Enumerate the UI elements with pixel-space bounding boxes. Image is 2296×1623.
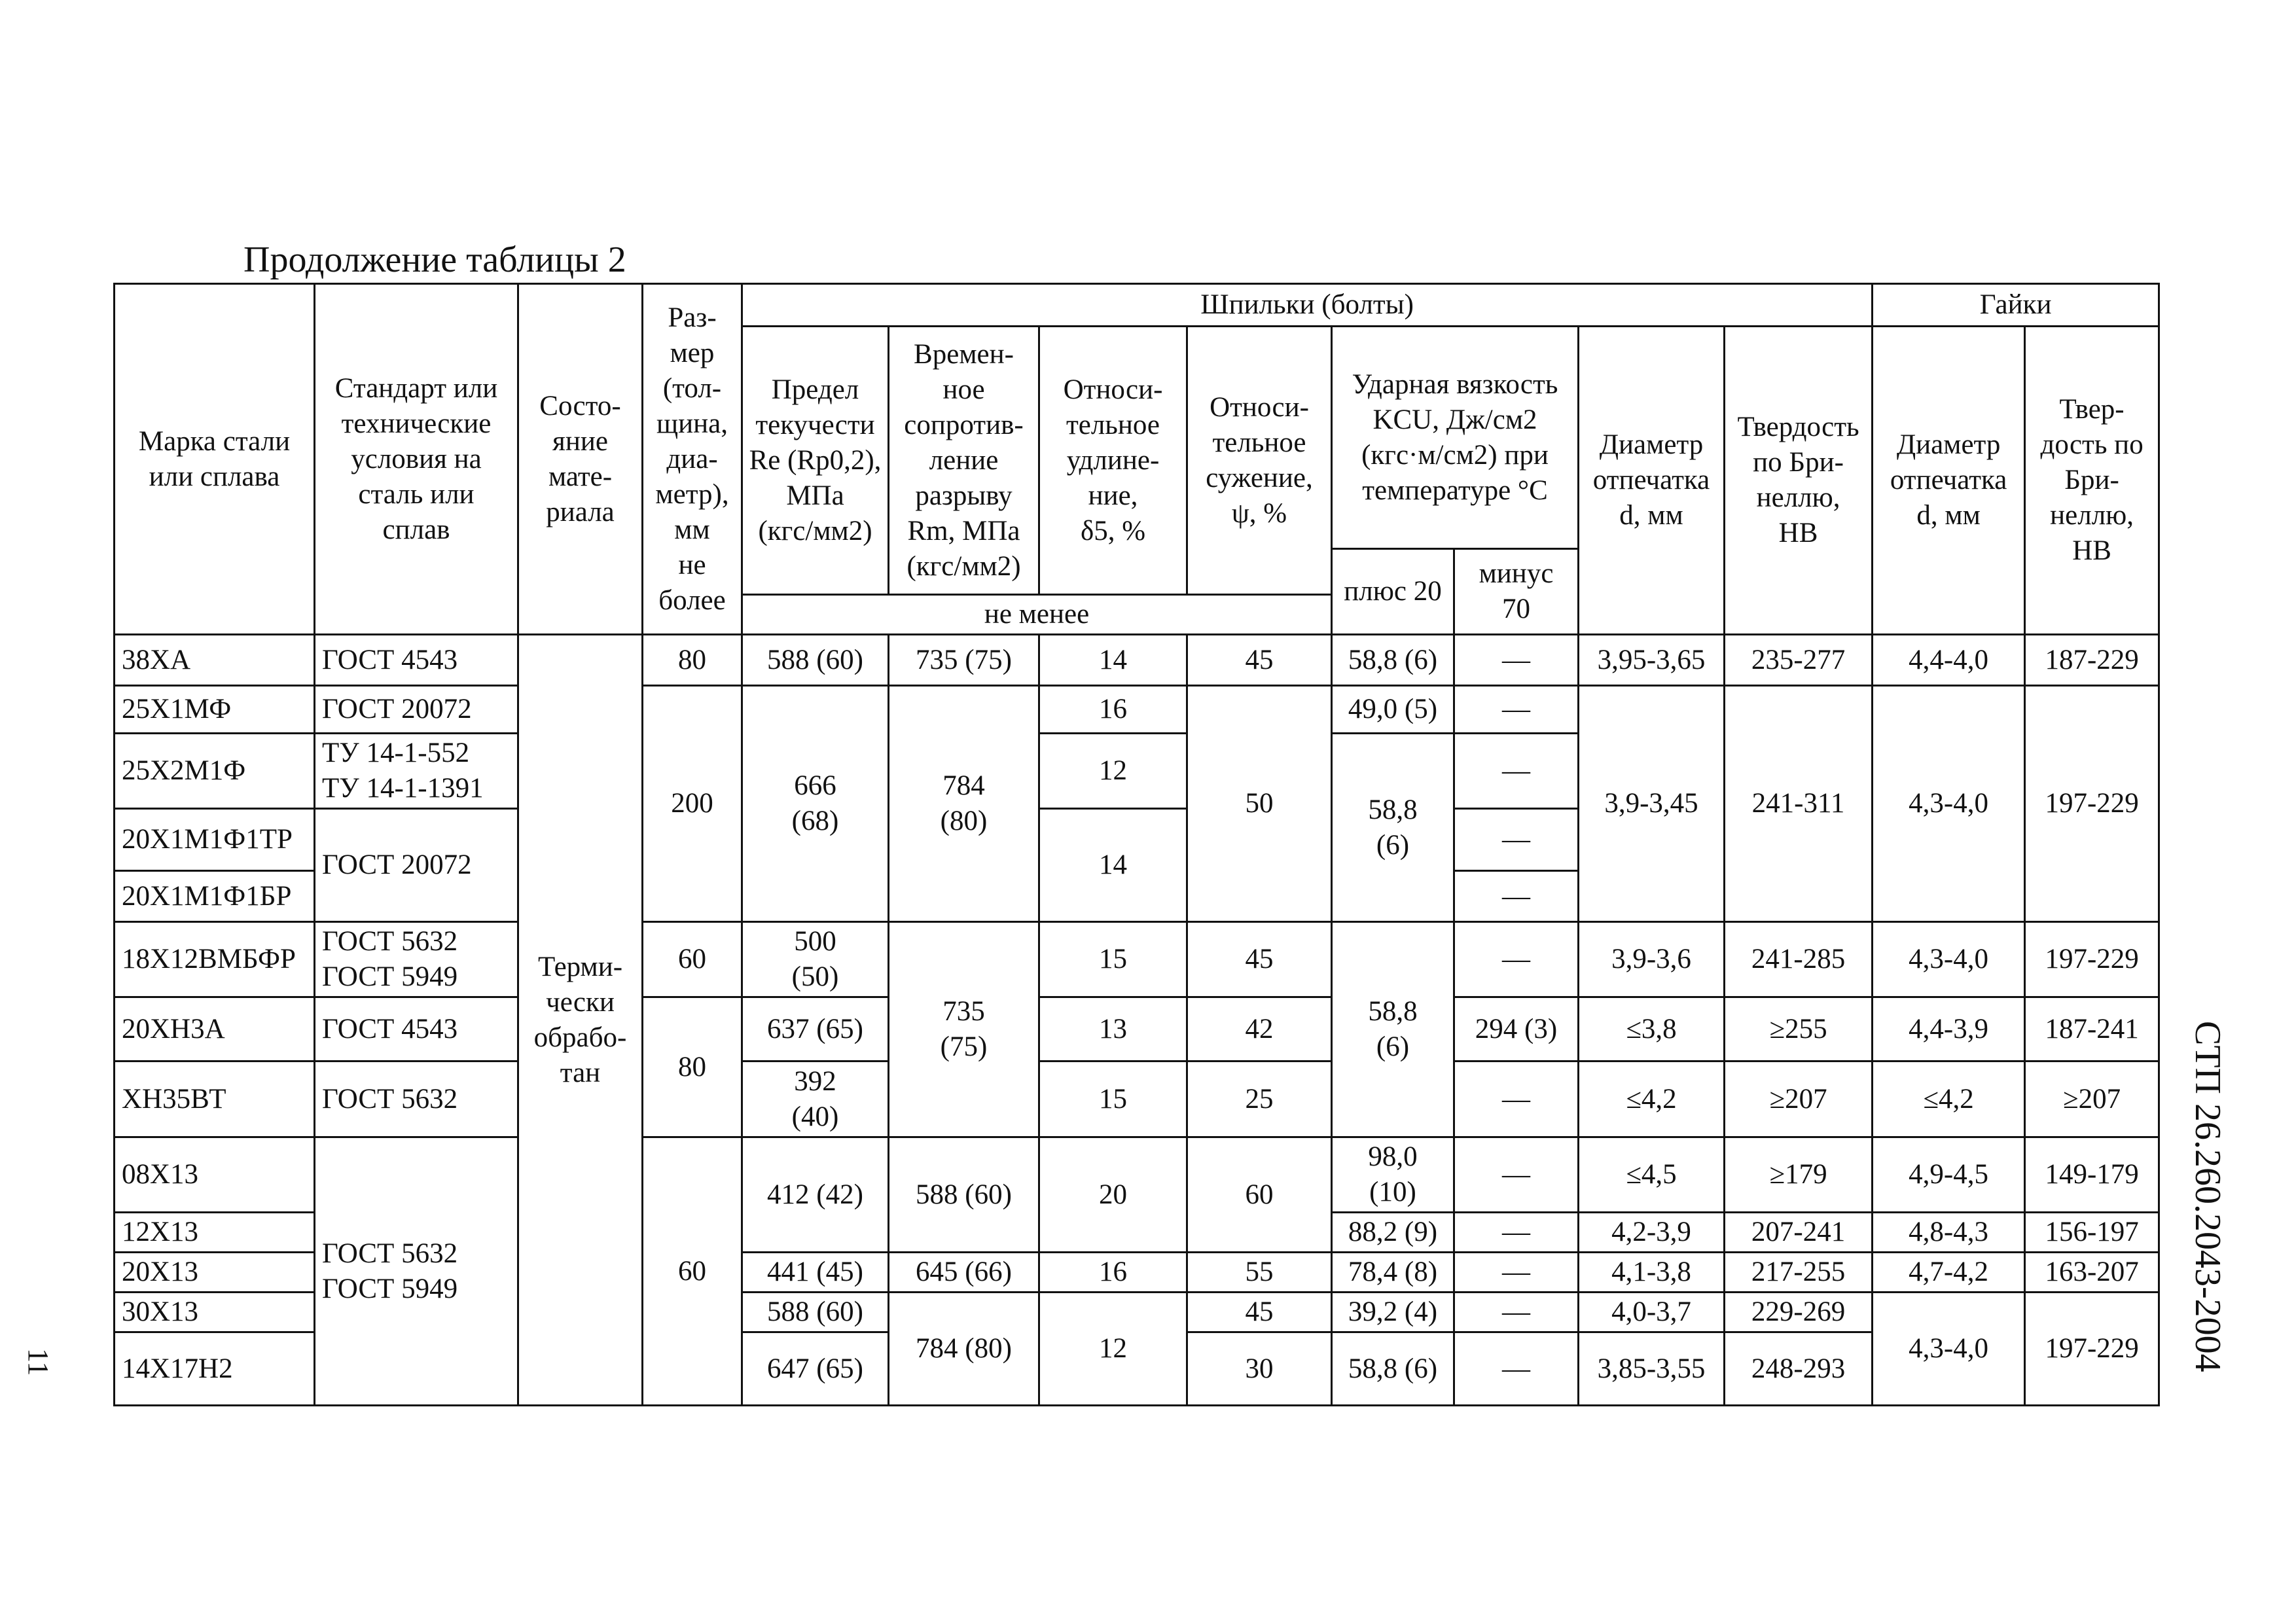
stud-diameter-cell: 3,95-3,65 (1579, 635, 1725, 686)
text-line: Времен- (914, 338, 1014, 370)
header-condition (518, 284, 643, 635)
text-line: 58,8 (1368, 794, 1418, 825)
nut-diameter-cell: 4,7-4,2 (1873, 1253, 2025, 1293)
elongation-cell: 16 (1039, 686, 1187, 734)
text-line: ТУ 14-1-552 (322, 738, 470, 768)
impact-minus70-cell: 294 (3) (1454, 997, 1579, 1061)
nut-hardness-cell: 197-229 (2025, 686, 2159, 922)
text-line: щина, (656, 408, 728, 439)
standard-cell (315, 734, 518, 809)
size-cell: 60 (643, 922, 742, 997)
stud-diameter-cell: 3,85-3,55 (1579, 1332, 1725, 1406)
elongation-cell: 15 (1039, 1061, 1187, 1137)
text-line: ние, (1088, 480, 1138, 511)
text-line: 784 (942, 770, 985, 801)
impact-plus20-cell: 78,4 (8) (1332, 1253, 1454, 1293)
header-stud-hardness (1725, 327, 1873, 635)
yield-cell: 588 (60) (742, 635, 889, 686)
text-line: 666 (794, 770, 836, 801)
text-line: d, мм (1916, 500, 1981, 531)
header-reduction (1187, 327, 1332, 595)
text-line: d, мм (1619, 500, 1683, 531)
header-studs-group: Шпильки (болты) (742, 284, 1873, 327)
header-tensile (889, 327, 1039, 595)
text-line: сужение, (1206, 462, 1313, 493)
text-line: ное (942, 374, 985, 405)
text-line: (кгс·м/см2) при (1361, 439, 1549, 471)
text-line: Твер- (2059, 394, 2125, 425)
text-line: ГОСТ 5949 (322, 961, 458, 992)
table-row (115, 997, 2159, 1061)
standard-cell: ГОСТ 4543 (315, 997, 518, 1061)
grade-cell: 20Х1М1Ф1ТР (115, 809, 315, 871)
text-line: (80) (940, 806, 988, 836)
elongation-cell: 14 (1039, 635, 1187, 686)
nut-hardness-cell: 187-229 (2025, 635, 2159, 686)
elongation-cell: 20 (1039, 1137, 1187, 1253)
text-line: текучести (755, 409, 875, 440)
text-line: (6) (1376, 1031, 1410, 1062)
text-line: Диаметр (1896, 429, 2001, 460)
yield-cell: 647 (65) (742, 1332, 889, 1406)
impact-minus70-cell: — (1454, 871, 1579, 922)
text-line: метр), (655, 478, 729, 510)
yield-cell: 637 (65) (742, 997, 889, 1061)
header-nut-hardness (2025, 327, 2159, 635)
grade-cell: 18Х12ВМБФР (115, 922, 315, 997)
stud-hardness-cell: ≥207 (1725, 1061, 1873, 1137)
text-line: δ5, % (1080, 515, 1146, 546)
impact-minus70-cell: — (1454, 1213, 1579, 1253)
header-size (643, 284, 742, 635)
text-line: (10) (1369, 1177, 1416, 1207)
stud-diameter-cell: 3,9-3,6 (1579, 922, 1725, 997)
text-line: Бри- (2064, 465, 2119, 495)
text-line: неллю, (2050, 500, 2134, 531)
elongation-cell: 15 (1039, 922, 1187, 997)
nut-hardness-cell: 197-229 (2025, 922, 2159, 997)
impact-plus20-cell (1332, 1137, 1454, 1213)
impact-minus70-cell: — (1454, 734, 1579, 809)
text-line: МПа (786, 480, 844, 511)
nut-diameter-cell: 4,9-4,5 (1873, 1137, 2025, 1213)
text-line: или сплава (149, 461, 280, 492)
header-nut-diameter (1873, 327, 2025, 635)
reduction-cell: 45 (1187, 1293, 1332, 1332)
text-line: по Бри- (1753, 447, 1844, 478)
text-line: сопротив- (904, 409, 1024, 440)
table-row (115, 635, 2159, 686)
text-line: Предел (771, 374, 859, 405)
table-row (115, 922, 2159, 997)
standard-cell (315, 922, 518, 997)
text-line: диа- (666, 443, 718, 474)
size-cell: 80 (643, 997, 742, 1137)
tensile-cell: 645 (66) (889, 1253, 1039, 1293)
nut-diameter-cell: 4,3-4,0 (1873, 686, 2025, 922)
text-line: ψ, % (1231, 497, 1287, 529)
standard-cell: ГОСТ 20072 (315, 809, 518, 922)
impact-plus20-cell (1332, 734, 1454, 922)
text-line: ТУ 14-1-1391 (322, 773, 484, 804)
impact-minus70-cell: — (1454, 686, 1579, 734)
text-line: 392 (794, 1065, 836, 1097)
nut-hardness-cell: 149-179 (2025, 1137, 2159, 1213)
table-row (115, 1061, 2159, 1137)
text-line: KCU, Дж/см2 (1372, 404, 1537, 435)
text-line: мате- (548, 461, 613, 492)
text-line: (68) (791, 806, 839, 836)
impact-plus20-cell: 88,2 (9) (1332, 1213, 1454, 1253)
elongation-cell: 14 (1039, 809, 1187, 922)
impact-plus20-cell: 39,2 (4) (1332, 1293, 1454, 1332)
nut-hardness-cell: 197-229 (2025, 1293, 2159, 1406)
elongation-cell: 12 (1039, 1293, 1187, 1406)
stud-diameter-cell: ≤3,8 (1579, 997, 1725, 1061)
text-line: обрабо- (533, 1022, 627, 1053)
text-line: Диаметр (1599, 429, 1704, 460)
grade-cell: 30Х13 (115, 1293, 315, 1332)
size-cell: 80 (643, 635, 742, 686)
grade-cell: 38ХА (115, 635, 315, 686)
table-row (115, 686, 2159, 734)
yield-cell (742, 922, 889, 997)
stud-hardness-cell: 207-241 (1725, 1213, 1873, 1253)
text-line: Раз- (668, 302, 717, 333)
reduction-cell: 30 (1187, 1332, 1332, 1406)
header-impact (1332, 327, 1579, 549)
text-line: чески (546, 986, 615, 1018)
page-number: 11 (22, 1348, 54, 1376)
impact-minus70-cell: — (1454, 1137, 1579, 1213)
impact-minus70-cell: — (1454, 635, 1579, 686)
impact-minus70-cell: — (1454, 1253, 1579, 1293)
text-line: (тол- (662, 372, 722, 404)
text-line: 70 (1502, 594, 1530, 624)
text-line: (кгс/мм2) (758, 515, 872, 546)
stud-hardness-cell: ≥179 (1725, 1137, 1873, 1213)
grade-cell: 20Х13 (115, 1253, 315, 1293)
yield-cell: 588 (60) (742, 1293, 889, 1332)
tensile-cell: 735 (75) (889, 635, 1039, 686)
nut-diameter-cell: 4,3-4,0 (1873, 1293, 2025, 1406)
text-line: Относи- (1063, 374, 1163, 405)
text-line: (50) (791, 961, 839, 992)
impact-plus20-cell (1332, 922, 1454, 1137)
grade-cell: 20ХН3А (115, 997, 315, 1061)
text-line: технические (341, 408, 492, 439)
text-line: Ударная вязкость (1352, 368, 1558, 400)
text-line: Состо- (539, 390, 621, 421)
nut-diameter-cell: 4,4-3,9 (1873, 997, 2025, 1061)
grade-cell: 25Х1МФ (115, 686, 315, 734)
steel-properties-table (113, 283, 2160, 1406)
condition-cell (518, 635, 643, 1406)
size-cell: 60 (643, 1137, 742, 1406)
stud-diameter-cell: ≤4,5 (1579, 1137, 1725, 1213)
table-caption: Продолжение таблицы 2 (243, 240, 626, 280)
text-line: ГОСТ 5632 (322, 926, 458, 957)
text-line: Rm, МПа (907, 515, 1020, 546)
text-line: более (658, 584, 726, 616)
text-line: Твердость (1737, 412, 1859, 442)
standard-cell: ГОСТ 5632 (315, 1061, 518, 1137)
nut-hardness-cell: 163-207 (2025, 1253, 2159, 1293)
text-line: сталь или (358, 478, 475, 510)
stud-hardness-cell: 241-285 (1725, 922, 1873, 997)
document-id: СТП 26.260.2043-2004 (2187, 1021, 2228, 1372)
impact-minus70-cell: — (1454, 1293, 1579, 1332)
text-line: отпечатка (1890, 465, 2007, 495)
text-line: 735 (942, 996, 985, 1027)
text-line: ГОСТ 5632 (322, 1238, 458, 1269)
stud-hardness-cell: 241-311 (1725, 686, 1873, 922)
header-steel-grade (115, 284, 315, 635)
text-line: (75) (940, 1031, 988, 1062)
reduction-cell: 42 (1187, 997, 1332, 1061)
text-line: риала (546, 496, 615, 527)
nut-hardness-cell: 187-241 (2025, 997, 2159, 1061)
yield-cell: 441 (45) (742, 1253, 889, 1293)
nut-diameter-cell: 4,8-4,3 (1873, 1213, 2025, 1253)
stud-hardness-cell: 229-269 (1725, 1293, 1873, 1332)
text-line: 58,8 (1368, 996, 1418, 1027)
yield-cell (742, 1061, 889, 1137)
header-nuts-group: Гайки (1873, 284, 2159, 327)
header-stud-diameter (1579, 327, 1725, 635)
text-line: НВ (1778, 518, 1818, 548)
standard-cell (315, 1137, 518, 1406)
tensile-cell (889, 686, 1039, 922)
tensile-cell: 588 (60) (889, 1137, 1039, 1253)
grade-cell: 14Х17Н2 (115, 1332, 315, 1406)
reduction-cell: 55 (1187, 1253, 1332, 1293)
impact-plus20-cell: 58,8 (6) (1332, 1332, 1454, 1406)
stud-hardness-cell: 248-293 (1725, 1332, 1873, 1406)
text-line: 98,0 (1368, 1141, 1418, 1172)
text-line: (кгс/мм2) (906, 550, 1021, 582)
tensile-cell: 784 (80) (889, 1293, 1039, 1406)
size-cell: 200 (643, 686, 742, 922)
text-line: ГОСТ 5949 (322, 1273, 458, 1304)
reduction-cell: 45 (1187, 922, 1332, 997)
text-line: (40) (791, 1101, 839, 1132)
grade-cell: ХН35ВТ (115, 1061, 315, 1137)
impact-plus20-cell: 58,8 (6) (1332, 635, 1454, 686)
nut-diameter-cell: 4,4-4,0 (1873, 635, 2025, 686)
elongation-cell: 12 (1039, 734, 1187, 809)
impact-minus70-cell: — (1454, 1061, 1579, 1137)
reduction-cell: 50 (1187, 686, 1332, 922)
table-row (115, 1137, 2159, 1213)
nut-diameter-cell: 4,3-4,0 (1873, 922, 2025, 997)
standard-cell: ГОСТ 4543 (315, 635, 518, 686)
header-standard (315, 284, 518, 635)
stud-diameter-cell: ≤4,2 (1579, 1061, 1725, 1137)
nut-hardness-cell: ≥207 (2025, 1061, 2159, 1137)
text-line: тельное (1212, 427, 1306, 458)
header-not-less: не менее (742, 595, 1332, 635)
text-line: Стандарт или (334, 372, 498, 404)
text-line: условия на (351, 443, 482, 474)
header-impact-plus20: плюс 20 (1332, 549, 1454, 635)
text-line: удлине- (1066, 444, 1160, 476)
grade-cell: 25Х2М1Ф (115, 734, 315, 809)
impact-minus70-cell: — (1454, 809, 1579, 871)
text-line: Терми- (537, 951, 623, 982)
tensile-cell (889, 922, 1039, 1137)
text-line: разрыву (915, 480, 1013, 511)
stud-diameter-cell: 4,2-3,9 (1579, 1213, 1725, 1253)
nut-diameter-cell: ≤4,2 (1873, 1061, 2025, 1137)
reduction-cell: 60 (1187, 1137, 1332, 1253)
stud-hardness-cell: ≥255 (1725, 997, 1873, 1061)
reduction-cell: 45 (1187, 635, 1332, 686)
text-line: НВ (2072, 535, 2111, 566)
nut-hardness-cell: 156-197 (2025, 1213, 2159, 1253)
elongation-cell: 16 (1039, 1253, 1187, 1293)
text-line: мм (674, 514, 710, 545)
grade-cell: 12Х13 (115, 1213, 315, 1253)
text-line: 500 (794, 926, 836, 957)
text-line: ление (929, 444, 999, 476)
grade-cell: 20Х1М1Ф1БР (115, 871, 315, 922)
elongation-cell: 13 (1039, 997, 1187, 1061)
stud-diameter-cell: 4,0-3,7 (1579, 1293, 1725, 1332)
text-line: Относи- (1210, 391, 1309, 423)
text-line: минус (1479, 558, 1554, 589)
text-line: неллю, (1756, 482, 1840, 513)
impact-minus70-cell: — (1454, 1332, 1579, 1406)
stud-diameter-cell: 3,9-3,45 (1579, 686, 1725, 922)
text-line: Re (Rp0,2), (749, 444, 882, 476)
stud-hardness-cell: 235-277 (1725, 635, 1873, 686)
yield-cell (742, 686, 889, 922)
impact-plus20-cell: 49,0 (5) (1332, 686, 1454, 734)
grade-cell: 08Х13 (115, 1137, 315, 1213)
text-line: Марка стали (138, 425, 291, 457)
impact-minus70-cell: — (1454, 922, 1579, 997)
header-impact-minus70 (1454, 549, 1579, 635)
text-line: температуре °С (1362, 474, 1548, 506)
text-line: дость по (2040, 429, 2144, 460)
text-line: тельное (1066, 409, 1160, 440)
text-line: мер (670, 337, 715, 368)
text-line: не (678, 549, 706, 580)
header-yield (742, 327, 889, 595)
stud-diameter-cell: 4,1-3,8 (1579, 1253, 1725, 1293)
yield-cell: 412 (42) (742, 1137, 889, 1253)
reduction-cell: 25 (1187, 1061, 1332, 1137)
header-elongation (1039, 327, 1187, 595)
stud-hardness-cell: 217-255 (1725, 1253, 1873, 1293)
text-line: яние (552, 425, 608, 457)
text-line: тан (560, 1057, 601, 1088)
text-line: сплав (382, 514, 450, 545)
text-line: (6) (1376, 829, 1410, 861)
text-line: отпечатка (1592, 465, 1710, 495)
standard-cell: ГОСТ 20072 (315, 686, 518, 734)
